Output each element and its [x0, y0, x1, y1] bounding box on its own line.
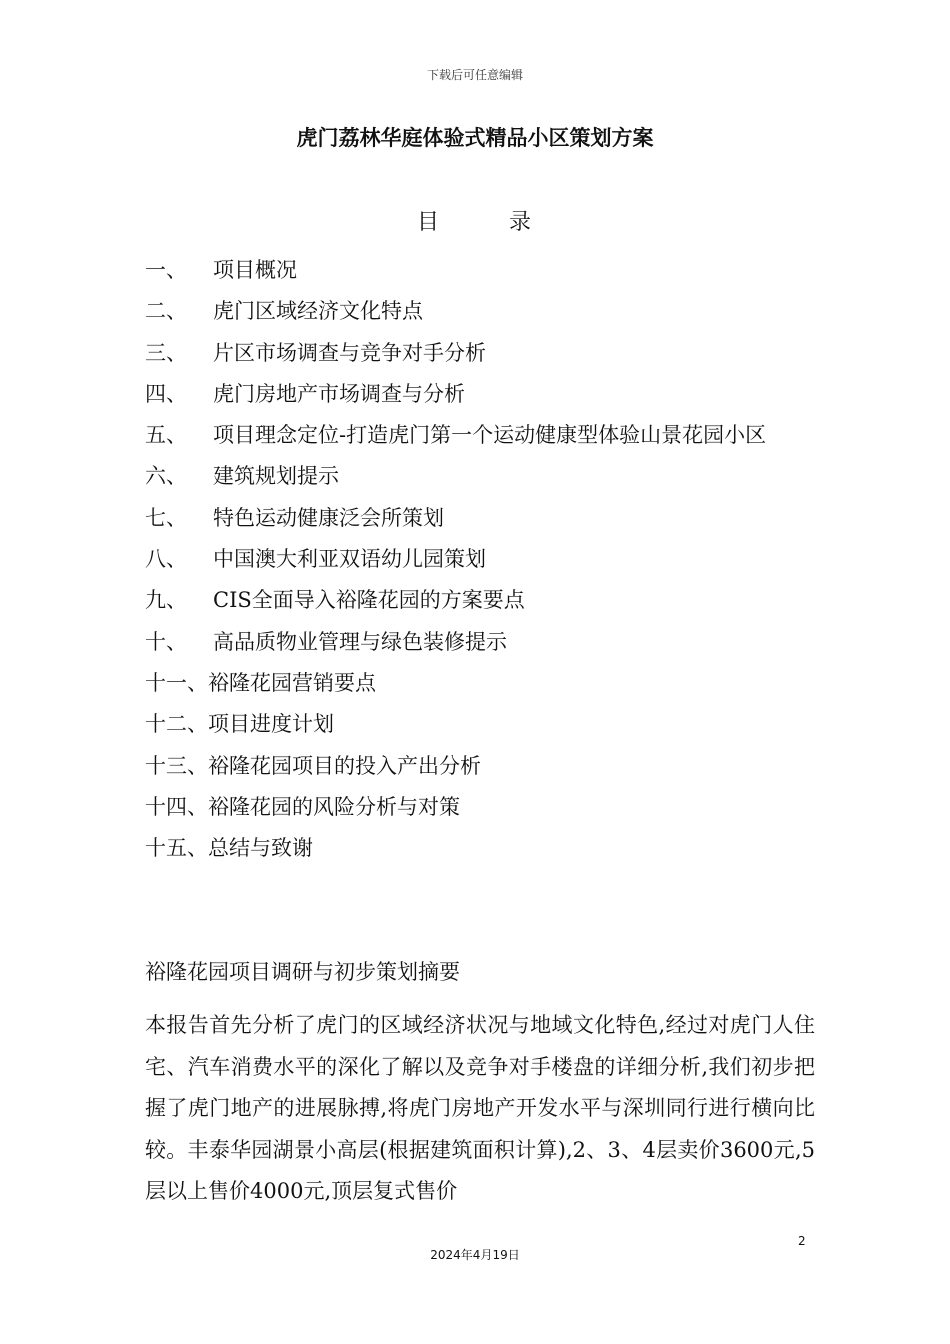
toc-item — [145, 415, 810, 456]
toc-item-number: 七、 — [145, 505, 187, 530]
toc-item-number: 四、 — [145, 381, 187, 406]
toc-item-number: 十四、 — [145, 794, 208, 819]
summary-title: 裕隆花园项目调研与初步策划摘要 — [145, 960, 460, 984]
toc-item — [145, 333, 810, 374]
document-title: 虎门荔林华庭体验式精品小区策划方案 — [296, 126, 654, 150]
toc-item — [145, 622, 810, 663]
toc-item-text: 高品质物业管理与绿色装修提示 — [213, 629, 507, 654]
toc-item-text: 虎门房地产市场调查与分析 — [213, 381, 465, 406]
toc-item — [145, 828, 810, 869]
toc-item-text: 特色运动健康泛会所策划 — [213, 505, 444, 530]
toc-item-number: 六、 — [145, 464, 187, 489]
toc-item-text: 总结与致谢 — [208, 836, 313, 861]
summary-body: 本报告首先分析了虎门的区域经济状况与地域文化特色,经过对虎门人住宅、汽车消费水平的深化了解以及竞争对手楼盘的详细分析,我们初步把握了虎门地产的进展脉搏,将虎门房地产开发水平与深圳同行进行横向比较。丰泰华园湖景小高层(根据建筑面积计算),2、3、4层卖价3600元,5层以上售价4000元,顶层复式售价 — [145, 1013, 815, 1203]
toc-item-text: 裕隆花园的风险分析与对策 — [208, 794, 460, 819]
toc-item — [145, 704, 810, 745]
toc-item-text: 项目理念定位-打造虎门第一个运动健康型体验山景花园小区 — [213, 423, 767, 448]
header-note: 下载后可任意编辑 — [426, 68, 523, 82]
toc-item-text: 项目进度计划 — [208, 712, 334, 737]
toc-item-text: 项目概况 — [213, 258, 297, 282]
toc-item — [145, 663, 810, 704]
toc-item-number: 十二、 — [145, 712, 208, 737]
toc-heading — [0, 205, 950, 236]
toc-item — [145, 456, 810, 497]
toc-item-number: 十一、 — [145, 670, 208, 695]
toc-item-number: 八、 — [145, 547, 187, 572]
toc-item-text: 中国澳大利亚双语幼儿园策划 — [213, 547, 486, 572]
toc-item — [145, 498, 810, 539]
toc-item-number: 三、 — [145, 340, 187, 365]
toc-item — [145, 787, 810, 828]
toc-item-number: 五、 — [145, 423, 187, 448]
toc-item-number: 十三、 — [145, 753, 208, 778]
toc-heading-right: 录 — [509, 210, 534, 235]
toc-item-number: 二、 — [145, 299, 187, 324]
toc-item — [145, 580, 810, 621]
toc-item-text: 建筑规划提示 — [213, 464, 339, 489]
toc-item — [145, 250, 810, 291]
toc-item-text: CIS全面导入裕隆花园的方案要点 — [213, 588, 525, 613]
footer-date: 2024年4月19日 — [430, 1248, 520, 1262]
page-number: 2 — [798, 1234, 806, 1248]
toc-item-text: 虎门区域经济文化特点 — [213, 299, 423, 324]
toc-item — [145, 746, 810, 787]
toc-item-text: 裕隆花园项目的投入产出分析 — [208, 753, 481, 778]
toc-item-number: 十、 — [145, 629, 187, 654]
toc-item-number: 一、 — [145, 258, 187, 282]
toc-item — [145, 374, 810, 415]
toc-item-number: 九、 — [145, 588, 187, 613]
toc-item — [145, 291, 810, 332]
toc-item — [145, 539, 810, 580]
toc-item-text: 裕隆花园营销要点 — [208, 670, 376, 695]
toc-item-number: 十五、 — [145, 836, 208, 861]
toc-heading-left: 目 — [416, 210, 441, 235]
table-of-contents — [145, 250, 810, 869]
toc-item-text: 片区市场调查与竞争对手分析 — [213, 340, 486, 365]
